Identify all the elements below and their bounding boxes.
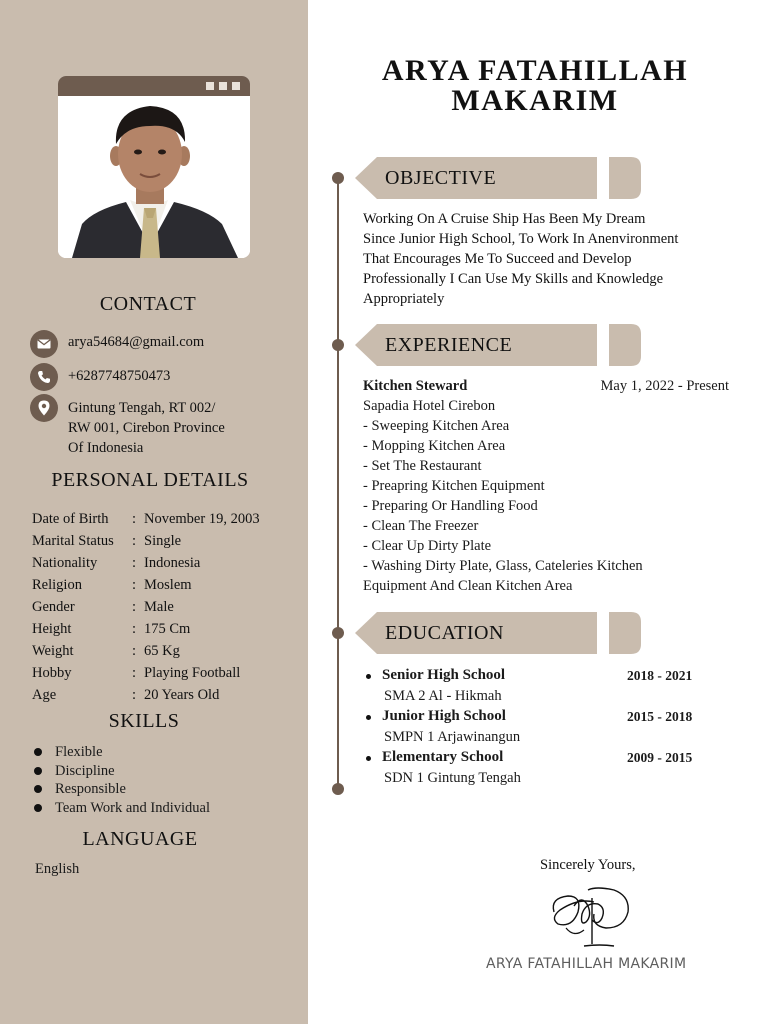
education-heading: EDUCATION — [385, 622, 504, 644]
education-level: Senior High School — [382, 667, 506, 683]
photo-window — [58, 76, 250, 258]
detail-value: Playing Football — [144, 664, 241, 681]
experience-banner — [355, 324, 641, 366]
skill-label: Responsible — [55, 781, 126, 797]
bullet-icon — [34, 748, 42, 756]
personal-detail-row — [32, 640, 260, 662]
objective-line: Since Junior High School, To Work In Anenvironment — [363, 231, 679, 247]
handwritten-signature — [548, 884, 632, 950]
contact-address — [68, 398, 225, 458]
education-entry — [366, 747, 706, 768]
detail-label: Age — [32, 686, 57, 703]
bullet-icon — [34, 804, 42, 812]
personal-details-heading: PERSONAL DETAILS — [51, 469, 249, 491]
detail-value: 20 Years Old — [144, 686, 220, 703]
detail-colon: : — [131, 532, 137, 549]
task-item: - Clear Up Dirty Plate — [363, 538, 492, 554]
timeline-dot — [332, 339, 344, 351]
detail-colon: : — [131, 686, 137, 703]
detail-colon: : — [131, 664, 137, 681]
objective-line: Appropriately — [363, 291, 445, 307]
detail-value: 175 Cm — [144, 620, 191, 637]
experience-details — [363, 396, 733, 596]
person-portrait-icon — [58, 96, 250, 258]
detail-label: Date of Birth — [32, 510, 109, 527]
education-list — [366, 665, 706, 788]
task-item: - Preparing Or Handling Food — [363, 498, 538, 514]
signature-name: ARYA FATAHILLAH MAKARIM — [486, 956, 687, 972]
company-name: Sapadia Hotel Cirebon — [363, 398, 496, 414]
skill-item — [34, 762, 210, 781]
name-line: MAKARIM — [451, 84, 619, 117]
profile-photo — [58, 96, 250, 258]
envelope-icon — [30, 330, 58, 358]
detail-label: Marital Status — [32, 532, 114, 549]
photo-window-titlebar — [58, 76, 250, 96]
contact-phone[interactable]: +6287748750473 — [68, 368, 171, 384]
detail-colon: : — [131, 576, 137, 593]
objective-line: That Encourages Me To Succeed and Develop — [363, 251, 632, 267]
skill-item — [34, 780, 210, 799]
personal-detail-row — [32, 574, 260, 596]
personal-detail-row — [32, 596, 260, 618]
task-item: - Clean The Freezer — [363, 518, 479, 534]
personal-detail-row — [32, 508, 260, 530]
objective-line: Professionally I Can Use My Skills and Knowledge — [363, 271, 664, 287]
detail-value: Male — [144, 598, 174, 615]
education-entry — [366, 706, 706, 727]
task-item: - Set The Restaurant — [363, 458, 482, 474]
task-item: Equipment And Clean Kitchen Area — [363, 578, 573, 594]
task-item: - Preapring Kitchen Equipment — [363, 478, 545, 494]
language-heading: LANGUAGE — [82, 828, 198, 850]
maximize-icon — [219, 82, 227, 90]
name-line: ARYA FATAHILLAH — [381, 54, 689, 87]
minimize-icon — [206, 82, 214, 90]
detail-value: Moslem — [144, 576, 192, 593]
skill-label: Discipline — [55, 762, 115, 779]
education-level: Elementary School — [382, 749, 504, 765]
bullet-icon — [366, 674, 371, 679]
timeline-dot — [332, 783, 344, 795]
skill-label: Team Work and Individual — [55, 799, 210, 816]
contact-address-row — [30, 394, 225, 458]
personal-detail-row — [32, 684, 260, 706]
skills-heading: SKILLS — [108, 710, 180, 732]
education-banner — [355, 612, 641, 654]
education-years: 2009 - 2015 — [627, 750, 693, 765]
task-item: - Washing Dirty Plate, Glass, Cateleries Kitchen — [363, 558, 643, 574]
job-title: Kitchen Steward — [363, 378, 468, 394]
bullet-icon — [366, 756, 371, 761]
detail-value: 65 Kg — [144, 642, 180, 659]
address-line: Of Indonesia — [68, 440, 144, 456]
job-date: May 1, 2022 - Present — [600, 378, 729, 394]
contact-email[interactable]: arya54684@gmail.com — [68, 334, 205, 350]
personal-detail-row — [32, 662, 260, 684]
objective-heading: OBJECTIVE — [385, 167, 497, 189]
education-entry — [366, 665, 706, 686]
detail-value: Indonesia — [144, 554, 201, 571]
detail-colon: : — [131, 620, 137, 637]
personal-detail-row — [32, 618, 260, 640]
skill-item — [34, 799, 210, 818]
language-item: English — [35, 861, 80, 877]
contact-phone-row — [30, 363, 170, 391]
task-item: - Sweeping Kitchen Area — [363, 418, 510, 434]
education-level: Junior High School — [382, 708, 506, 724]
contact-email-row — [30, 330, 204, 358]
detail-value: Single — [144, 532, 182, 549]
objective-line: Working On A Cruise Ship Has Been My Dream — [363, 211, 646, 227]
detail-value: November 19, 2003 — [144, 510, 260, 527]
contact-heading: CONTACT — [99, 293, 197, 315]
detail-label: Height — [32, 620, 72, 637]
school-name: SMA 2 Al - Hikmah — [384, 688, 502, 704]
phone-icon — [30, 363, 58, 391]
location-pin-icon — [30, 394, 58, 422]
detail-colon: : — [131, 642, 137, 659]
skill-item — [34, 743, 210, 762]
education-years: 2018 - 2021 — [627, 668, 693, 683]
education-years: 2015 - 2018 — [627, 709, 693, 724]
objective-text — [363, 209, 739, 309]
detail-label: Gender — [32, 598, 75, 615]
bullet-icon — [366, 715, 371, 720]
personal-detail-row — [32, 552, 260, 574]
bullet-icon — [34, 785, 42, 793]
bullet-icon — [34, 767, 42, 775]
timeline-dot — [332, 172, 344, 184]
detail-label: Religion — [32, 576, 82, 593]
close-icon — [232, 82, 240, 90]
timeline-dot — [332, 627, 344, 639]
closing-text: Sincerely Yours, — [540, 857, 636, 873]
school-name: SDN 1 Gintung Tengah — [384, 770, 521, 786]
detail-label: Hobby — [32, 664, 72, 681]
address-line: RW 001, Cirebon Province — [68, 420, 225, 436]
personal-details-table — [32, 508, 260, 706]
experience-entry-header — [363, 376, 729, 396]
detail-label: Weight — [32, 642, 74, 659]
task-item: - Mopping Kitchen Area — [363, 438, 506, 454]
detail-colon: : — [131, 554, 137, 571]
personal-detail-row — [32, 530, 260, 552]
skills-list — [34, 743, 210, 817]
objective-banner — [355, 157, 641, 199]
timeline-line — [337, 178, 339, 789]
detail-colon: : — [131, 598, 137, 615]
detail-colon: : — [131, 510, 137, 527]
detail-label: Nationality — [32, 554, 98, 571]
experience-heading: EXPERIENCE — [385, 334, 513, 356]
address-line: Gintung Tengah, RT 002/ — [68, 400, 216, 416]
school-name: SMPN 1 Arjawinangun — [384, 729, 521, 745]
skill-label: Flexible — [55, 744, 103, 760]
candidate-name — [330, 56, 740, 116]
